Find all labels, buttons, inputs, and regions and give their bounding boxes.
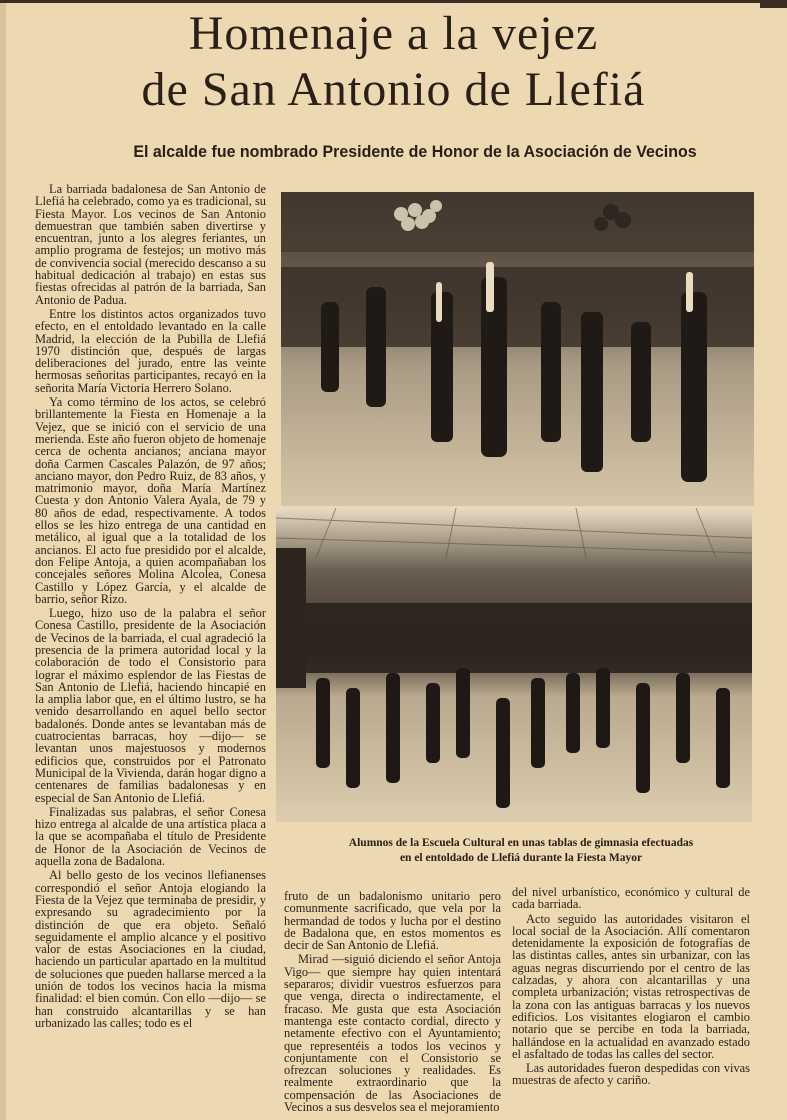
photo-gymnastics-wide <box>276 508 752 822</box>
photo-1-illustration <box>281 192 754 506</box>
paragraph: Las autoridades fueron despedidas con vivas muestras de afecto y cariño. <box>512 1061 750 1088</box>
top-rule <box>0 0 787 3</box>
article-column-2 <box>284 890 501 1115</box>
paragraph: Ya como término de los actos, se celebró brillantemente la Fiesta en Homenaje a la Vejez, que se inició con el servicio de una merienda. Este año fueron objeto de homenaje cerca de ochenta ancianos; anciana mayor doña Carmen Cascales Palazón, de 97 años; anciano mayor, don Pedro Ruiz, de 83 años, y matrimonio mayor, doña María Martínez Cuesta y don Antonio Valera Ayala, de 79 y 80 años de edad, respectivamente. A todos ellos se les hizo entrega de una cantidad en metálico, al igual que a la totalidad de los ancianos. El acto fue presidido por el alcalde, don Felipe Antoja, a quien acompañaban los concejales señores Molina Alcolea, Conesa Castillo y López García, y el alcalde de barrio, señor Rizo. <box>35 395 266 606</box>
subheadline: El alcalde fue nombrado Presidente de Honor de la Asociación de Vecinos <box>133 142 697 161</box>
paragraph: fruto de un badalonismo unitario pero comunmente sacrificado, que vela por la hermandad de todos y lucha por el destino de Badalona que, en estos momentos es decir de San Antonio de Llefiá. <box>284 889 501 953</box>
photo-gymnastics-closeup <box>281 192 754 506</box>
photo-caption <box>290 836 752 866</box>
paragraph: Entre los distintos actos organizados tuvo efecto, en el entoldado levantado en la calle Madrid, la elección de la Pubilla de Llefiá 1970 distinción que, después de largas deliberaciones del jurado, entre las veinte hermosas señoritas participantes, recayó en la señorita María Victoria Herrero Solano. <box>35 306 266 395</box>
paragraph: del nivel urbanístico, económico y cultural de cada barriada. <box>512 885 750 912</box>
photo-2-illustration <box>276 508 752 822</box>
article-column-1 <box>35 183 266 1031</box>
paragraph: Mirad —siguió diciendo el señor Antoja Vigo— que siempre hay quien intentará separaros; dividir vuestros esfuerzos para que venga, directa o indirectamente, el fracaso. Me gusta que esta Asociación mantenga este contacto cordial, directo y netamente efectivo con el Ayuntamiento; que representéis a todos los vecinos y conjuntamente con el Consistorio se ofrezcan soluciones y realidades. Es realmente extraordinario que la compensación de las Asociaciones de Vecinos a sus desvelos sea el mejoramiento <box>284 952 501 1115</box>
paragraph: Al bello gesto de los vecinos llefianenses correspondió el señor Antoja elogiando la Fiesta de la Vejez que terminaba de presidir, y expresando su agradecimiento por la distinción de que era objeto. Señaló seguidamente el amplio alcance y el positivo valor de estas Asociaciones en la ciudad, haciendo un particular apartado en la multitud de soluciones que pueden hallarse merced a la unión de todos los vecinos hacia la misma finalidad: el bien común. Con ello —dijo— se han construido alcantarillas y se han urbanizado las calles; todo es el <box>35 868 266 1030</box>
caption-line-1: Alumnos de la Escuela Cultural en unas tablas de gimnasia efectuadas <box>348 837 694 849</box>
article-column-3 <box>512 886 750 1089</box>
headline-line-1: Homenaje a la vejez <box>188 7 599 60</box>
headline-line-2: de San Antonio de Llefiá <box>141 63 646 116</box>
caption-line-2: en el entoldado de Llefiá durante la Fiesta Mayor <box>399 852 643 864</box>
paragraph: Finalizadas sus palabras, el señor Conesa hizo entrega al alcalde de una artística placa a la que se acompañaba el título de Presidente de Honor de la Asociación de Vecinos de aquella zona de Badalona. <box>35 804 266 869</box>
top-corner-bar <box>760 0 787 8</box>
paragraph: La barriada badalonesa de San Antonio de Llefiá ha celebrado, como ya es tradicional, su Fiesta Mayor. Los vecinos de San Antonio demuestran que también saben divertirse y encuentran, junto a los alegres feriantes, un amplio programa de festejos; un motivo más de convivencia social (merecido descanso a su habitual dedicación al trabajo) en estas sus fiestas ofrecidas al patrón de la barriada, San Antonio de Padua. <box>35 182 266 307</box>
headline <box>60 6 727 118</box>
page-edge <box>0 0 6 1120</box>
paragraph: Luego, hizo uso de la palabra el señor Conesa Castillo, presidente de la Asociación de Vecinos de la barriada, el cual agradeció la presencia de la primera autoridad local y la colaboración de todo el Consistorio para lograr el máximo esplendor de las Fiestas de San Antonio de Llefiá, haciendo hincapié en la amplia labor que, en el último lustro, se ha venido desarrollando en aquel bello sector badalonés. Donde antes se levantaban más de cuatrocientas barracas, hoy —dijo— se levantan unos majestuosos y modernos edificios que, construidos por el Patronato Municipal de la Vivienda, darán hogar digno a centenares de familias badalonesas y en especial de San Antonio de Llefiá. <box>35 606 266 805</box>
paragraph: Acto seguido las autoridades visitaron el local social de la Asociación. Allí comentaron detenidamente la exposición de fotografías de las distintas calles, antes sin urbanizar, con las aguas negras discurriendo por el centro de las calzadas, y ahora con alcantarillas y una completa urbanización; vistas retrospectivas de la zona con las antiguas barracas y los nuevos edificios. Los visitantes elogiaron el cambio notario que se percibe en toda la barriada, hallándose en la actualidad en avanzado estado el asfaltado de todas las calles del sector. <box>512 911 750 1061</box>
